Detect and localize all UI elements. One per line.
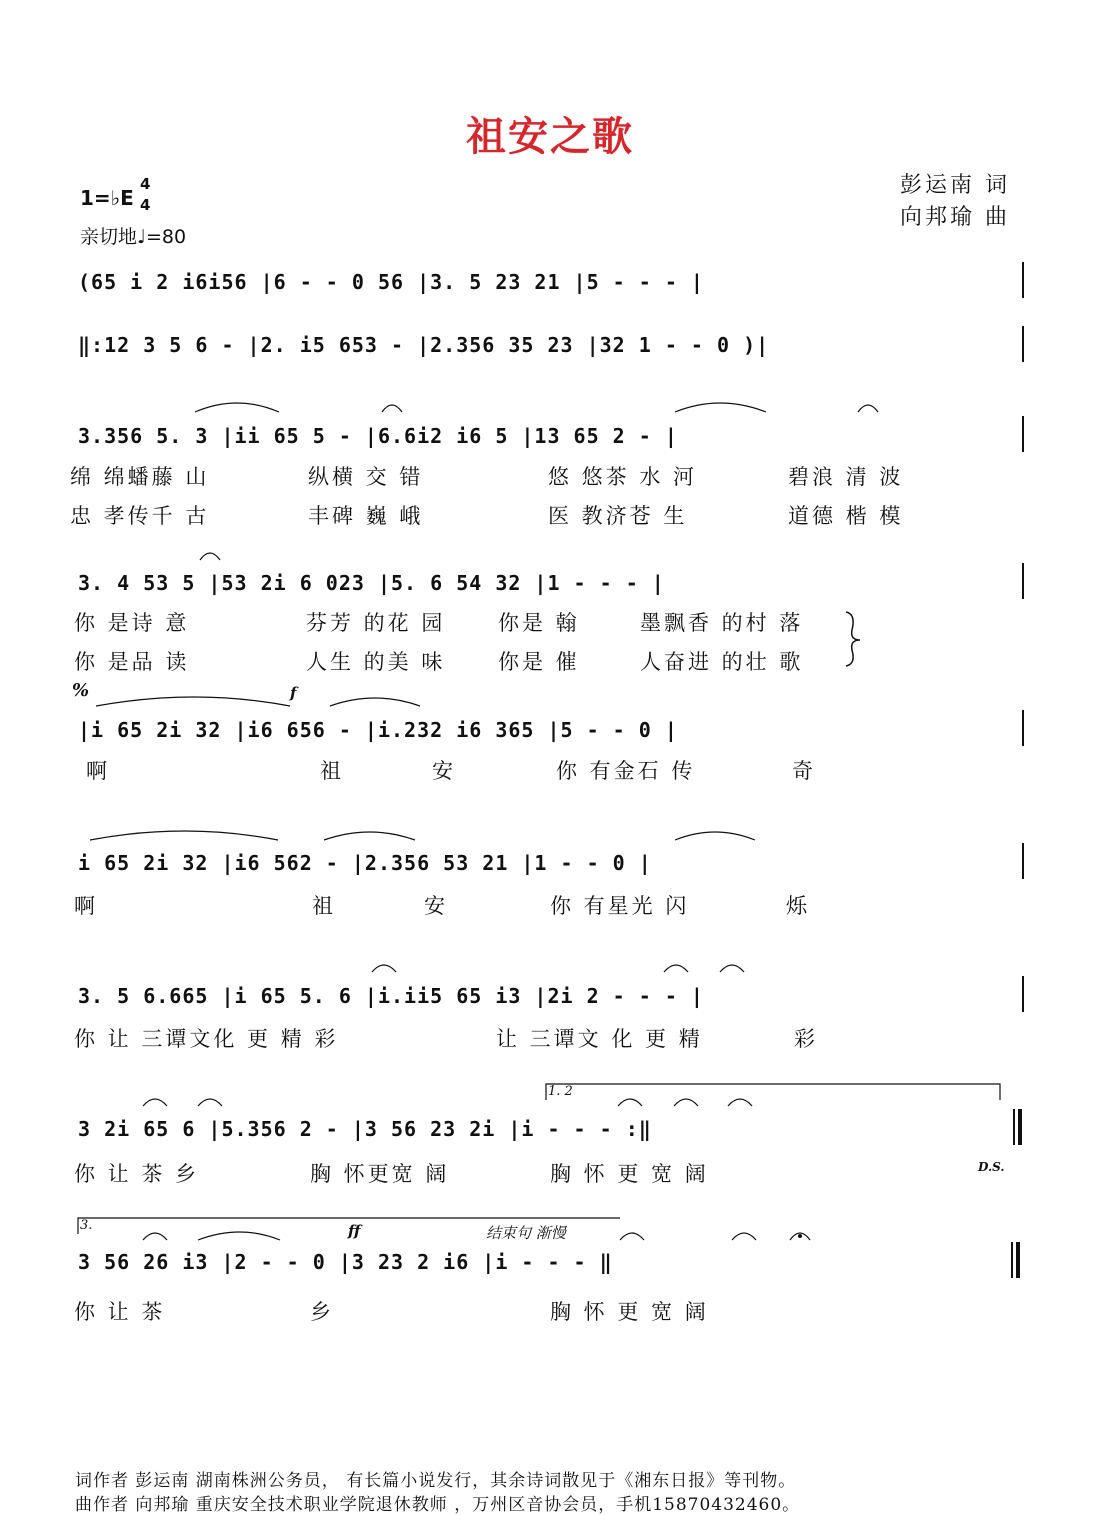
slur: [372, 965, 396, 972]
forte-mark: f: [290, 684, 297, 702]
slur: [195, 403, 279, 412]
lyric-line-5c: 安: [432, 759, 456, 783]
lyric-line-4c: 你是 催: [498, 650, 580, 674]
lyric-line-1c: 悠 悠茶 水 河: [548, 465, 698, 489]
lyric-line-1b: 纵横 交 错: [308, 465, 424, 489]
dal-segno-mark: D.S.: [978, 1160, 1005, 1174]
lyricist-credit: 彭运南 词: [900, 173, 1010, 198]
lyric-line-9b: 乡: [310, 1300, 334, 1324]
footer-composer-note: 曲作者 向邦瑜 重庆安全技术职业学院退休教师 ，万州区音协会员，手机15870432460。: [75, 1495, 801, 1515]
slur: [382, 405, 402, 412]
slur: [330, 698, 420, 706]
lyric-line-8b: 胸 怀更宽 阔: [310, 1162, 450, 1186]
lyric-line-6c: 安: [424, 894, 448, 918]
ending-instruction: 结束句 渐慢: [486, 1224, 566, 1242]
slur: [674, 1099, 698, 1106]
lyric-line-2b: 丰碑 巍 峨: [308, 504, 424, 528]
notation-row-2: ‖:12 3 5 6 - |2. i5 653 - |2.356 35 23 |32 1 - - 0 )|: [78, 333, 770, 357]
notation-row-1: (65 i 2 i6i56 |6 - - 0 56 |3. 5 23 21 |5 - - - |: [78, 270, 704, 294]
volta-1-2-bracket: [546, 1084, 1000, 1100]
segno-mark: %: [72, 680, 90, 701]
fortissimo-mark: ff: [348, 1222, 361, 1240]
notation-row-6: i 65 2i 32 |i6 562 - |2.356 53 21 |1 - - 0 |: [78, 851, 652, 875]
lyric-line-5a: 啊: [86, 759, 110, 783]
notation-row-5: |i 65 2i 32 |i6 656 - |i.232 i6 365 |5 - - 0 |: [78, 718, 678, 742]
lyric-line-6e: 烁: [786, 894, 810, 918]
lyric-line-2a: 忠 孝传千 古: [70, 504, 210, 528]
slur: [620, 1233, 644, 1240]
lyric-line-4b: 人生 的美 味: [306, 650, 446, 674]
lyric-line-4a: 你 是品 读: [74, 650, 190, 674]
lyric-line-3b: 芬芳 的花 园: [306, 611, 446, 635]
slur: [324, 832, 415, 840]
notation-row-4: 3. 4 53 5 |53 2i 6 023 |5. 6 54 32 |1 - - - |: [78, 571, 665, 595]
notation-row-9: 3 56 26 i3 |2 - - 0 |3 23 2 i6 |i - - - ‖: [78, 1250, 613, 1274]
slur: [143, 1233, 167, 1240]
slur: [858, 405, 878, 412]
page-title: 祖安之歌: [466, 114, 634, 160]
lyric-line-9c: 胸 怀 更 宽 阔: [550, 1300, 709, 1324]
slur: [675, 403, 766, 412]
slur: [720, 965, 744, 972]
slur: [96, 697, 290, 706]
lyric-line-7c: 彩: [794, 1027, 818, 1051]
lyric-line-2d: 道德 楷 模: [788, 504, 904, 528]
lyric-line-1a: 绵 绵蟠藤 山: [70, 465, 210, 489]
volta-3-bracket: [78, 1218, 620, 1234]
time-signature-top: 4: [140, 175, 151, 193]
lyric-line-6d: 你 有星光 闪: [550, 894, 690, 918]
lyric-line-8c: 胸 怀 更 宽 阔: [550, 1162, 709, 1186]
notation-row-7: 3. 5 6.665 |i 65 5. 6 |i.ii5 65 i3 |2i 2 - - - |: [78, 984, 704, 1008]
slur: [200, 553, 220, 560]
lyric-line-6b: 祖: [312, 894, 336, 918]
lyric-line-2c: 医 教济苍 生: [548, 504, 688, 528]
notation-row-8: 3 2i 65 6 |5.356 2 - |3 56 23 2i |i - - - :‖: [78, 1117, 652, 1141]
lyric-line-5e: 奇: [792, 759, 816, 783]
slur: [143, 1099, 167, 1106]
lyric-line-9a: 你 让 茶: [74, 1300, 166, 1324]
time-signature-bottom: 4: [140, 196, 151, 214]
key-signature: 1=♭E: [80, 186, 134, 210]
slur: [90, 831, 278, 840]
slur: [198, 1232, 280, 1240]
slur: [675, 832, 755, 840]
lyric-line-6a: 啊: [74, 894, 98, 918]
volta-1-2-label: 1. 2: [548, 1084, 573, 1099]
slur: [198, 1099, 222, 1106]
footer-lyricist-note: 词作者 彭运南 湖南株洲公务员， 有长篇小说发行，其余诗词散见于《湘东日报》等刊物。: [75, 1471, 797, 1491]
slur: [732, 1233, 756, 1240]
lyric-line-7b: 让 三谭文 化 更 精: [496, 1027, 703, 1051]
slur: [618, 1099, 642, 1106]
lyric-line-5d: 你 有金石 传: [556, 759, 696, 783]
lyric-line-8a: 你 让 茶 乡: [74, 1162, 200, 1186]
fermata-dot: [798, 1234, 802, 1238]
slur: [664, 965, 688, 972]
notation-row-3: 3.356 5. 3 |ii 65 5 - |6.6i2 i6 5 |13 65 2 - |: [78, 424, 678, 448]
lyric-line-3c: 你是 翰: [498, 611, 580, 635]
lyric-line-4d: 人奋进 的壮 歌: [640, 650, 804, 674]
slur: [728, 1099, 752, 1106]
lyric-line-7a: 你 让 三谭文化 更 精 彩: [74, 1027, 339, 1051]
lyric-line-5b: 祖: [320, 759, 344, 783]
lyric-line-3a: 你 是诗 意: [74, 611, 190, 635]
verse-brace: [846, 612, 860, 666]
volta-3-label: 3.: [80, 1218, 93, 1233]
lyric-line-1d: 碧浪 清 波: [788, 465, 904, 489]
composer-credit: 向邦瑜 曲: [900, 205, 1010, 230]
lyric-line-3d: 墨飘香 的村 落: [640, 611, 804, 635]
tempo-marking: 亲切地♩=80: [80, 226, 187, 248]
